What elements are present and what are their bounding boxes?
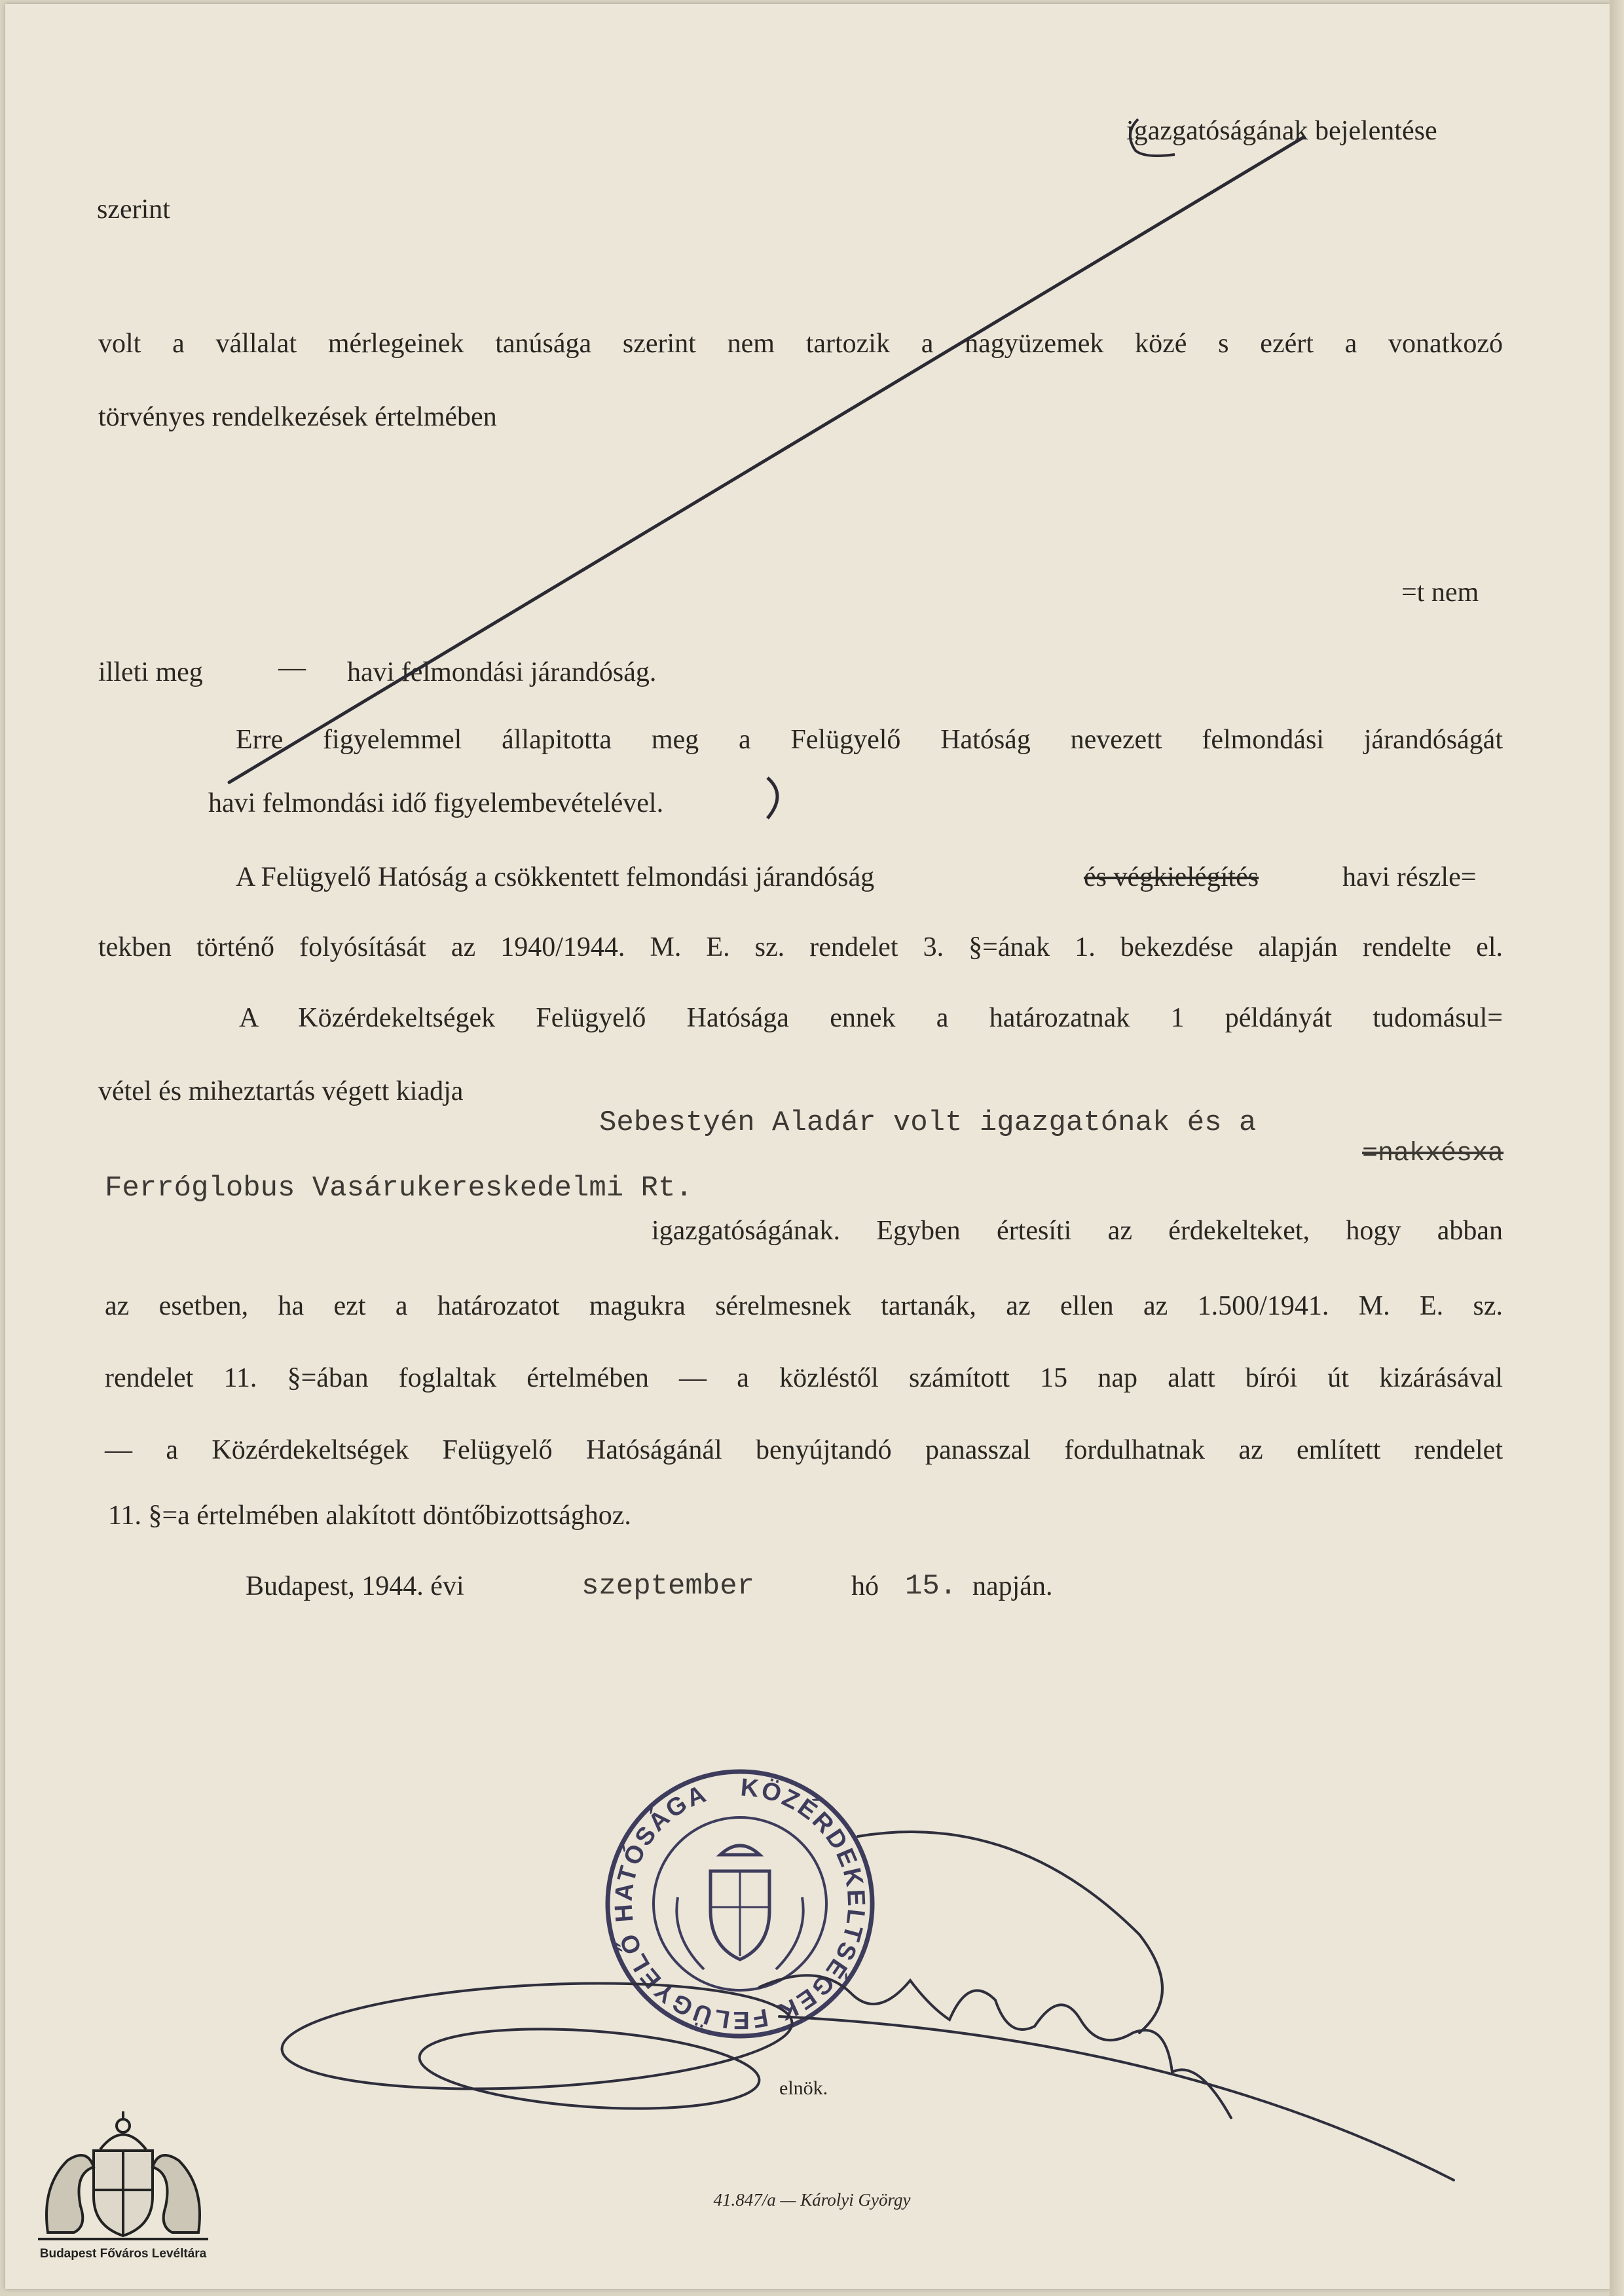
line-6-start: illeti meg	[98, 657, 203, 687]
line-8: havi felmondási idő figyelembevételével.	[208, 788, 664, 818]
line-9-end: havi részle=	[1342, 862, 1477, 892]
line-6-dash: —	[278, 653, 306, 683]
svg-text:KÖZÉRDEKELTSÉGEK FELÜGYELŐ HAT: KÖZÉRDEKELTSÉGEK FELÜGYELŐ HATÓSÁGA	[610, 1774, 870, 2034]
typed-addressee: Sebestyén Aladár volt igazgatónak és a	[599, 1106, 1257, 1139]
line-18: — a Közérdekeltségek Felügyelő Hatóságánál benyújtandó panasszal fordulhatnak az említett rendelet	[105, 1435, 1503, 1465]
line-16: az esetben, ha ezt a határozatot magukra sérelmesnek tartanák, az ellen az 1.500/1941. M. E. sz.	[105, 1291, 1503, 1321]
date-prefix: Budapest, 1944. évi	[246, 1571, 464, 1601]
bracket-close	[767, 778, 777, 818]
line-4: törvényes rendelkezések értelmében	[98, 402, 497, 432]
printer-line: 41.847/a — Károlyi György	[713, 2190, 911, 2210]
line-9-struck: és végkielégítés	[1084, 862, 1259, 892]
line-7: Erre figyelemmel állapitotta meg a Felügyelő Hatóság nevezett felmondási járandóságát	[236, 725, 1503, 755]
official-stamp	[608, 1772, 872, 2036]
line-3: volt a vállalat mérlegeinek tanúsága szerint nem tartozik a nagyüzemek közé s ezért a vonatkozó	[98, 329, 1503, 359]
archive-logo	[25, 2111, 221, 2261]
line-10: tekben történő folyósítását az 1940/1944. M. E. sz. rendelet 3. §=ának 1. bekezdése alapján rendelte el.	[98, 932, 1503, 962]
line-19: 11. §=a értelmében alakított döntőbizottsághoz.	[108, 1501, 631, 1531]
line-5: =t nem	[1401, 577, 1479, 608]
typed-company: Ferróglobus Vasárukereskedelmi Rt.	[105, 1172, 693, 1205]
cancel-stroke	[229, 137, 1303, 782]
archive-logo-caption: Budapest Főváros Levéltára	[39, 2247, 207, 2261]
date-day: 15.	[905, 1570, 957, 1603]
line-9-start: A Felügyelő Hatóság a csökkentett felmondási járandóság	[236, 862, 875, 892]
line-1: igazgatóságának bejelentése	[1126, 116, 1437, 146]
date-ho: hó	[851, 1571, 879, 1601]
date-month: szeptember	[581, 1570, 755, 1603]
coat-of-arms-icon	[25, 2111, 221, 2242]
line-12: vétel és miheztartás végett kiadja	[98, 1076, 464, 1106]
date-suffix: napján.	[972, 1571, 1053, 1601]
line-17: rendelet 11. §=ában foglaltak értelmében — a közléstől számított 15 nap alatt bírói út kizárásával	[105, 1363, 1503, 1393]
line-6-end: havi felmondási járandóság.	[347, 657, 657, 687]
bracket-top	[1130, 119, 1175, 156]
line-15: igazgatóságának. Egyben értesíti az érdekelteket, hogy abban	[652, 1216, 1503, 1246]
line-2: szerint	[97, 194, 170, 225]
typed-struck-suffix: =nakxésxa	[1362, 1139, 1504, 1169]
signature-title: elnök.	[779, 2077, 828, 2099]
line-11: A Közérdekeltségek Felügyelő Hatósága ennek a határozatnak 1 példányát tudomásul=	[239, 1003, 1503, 1033]
